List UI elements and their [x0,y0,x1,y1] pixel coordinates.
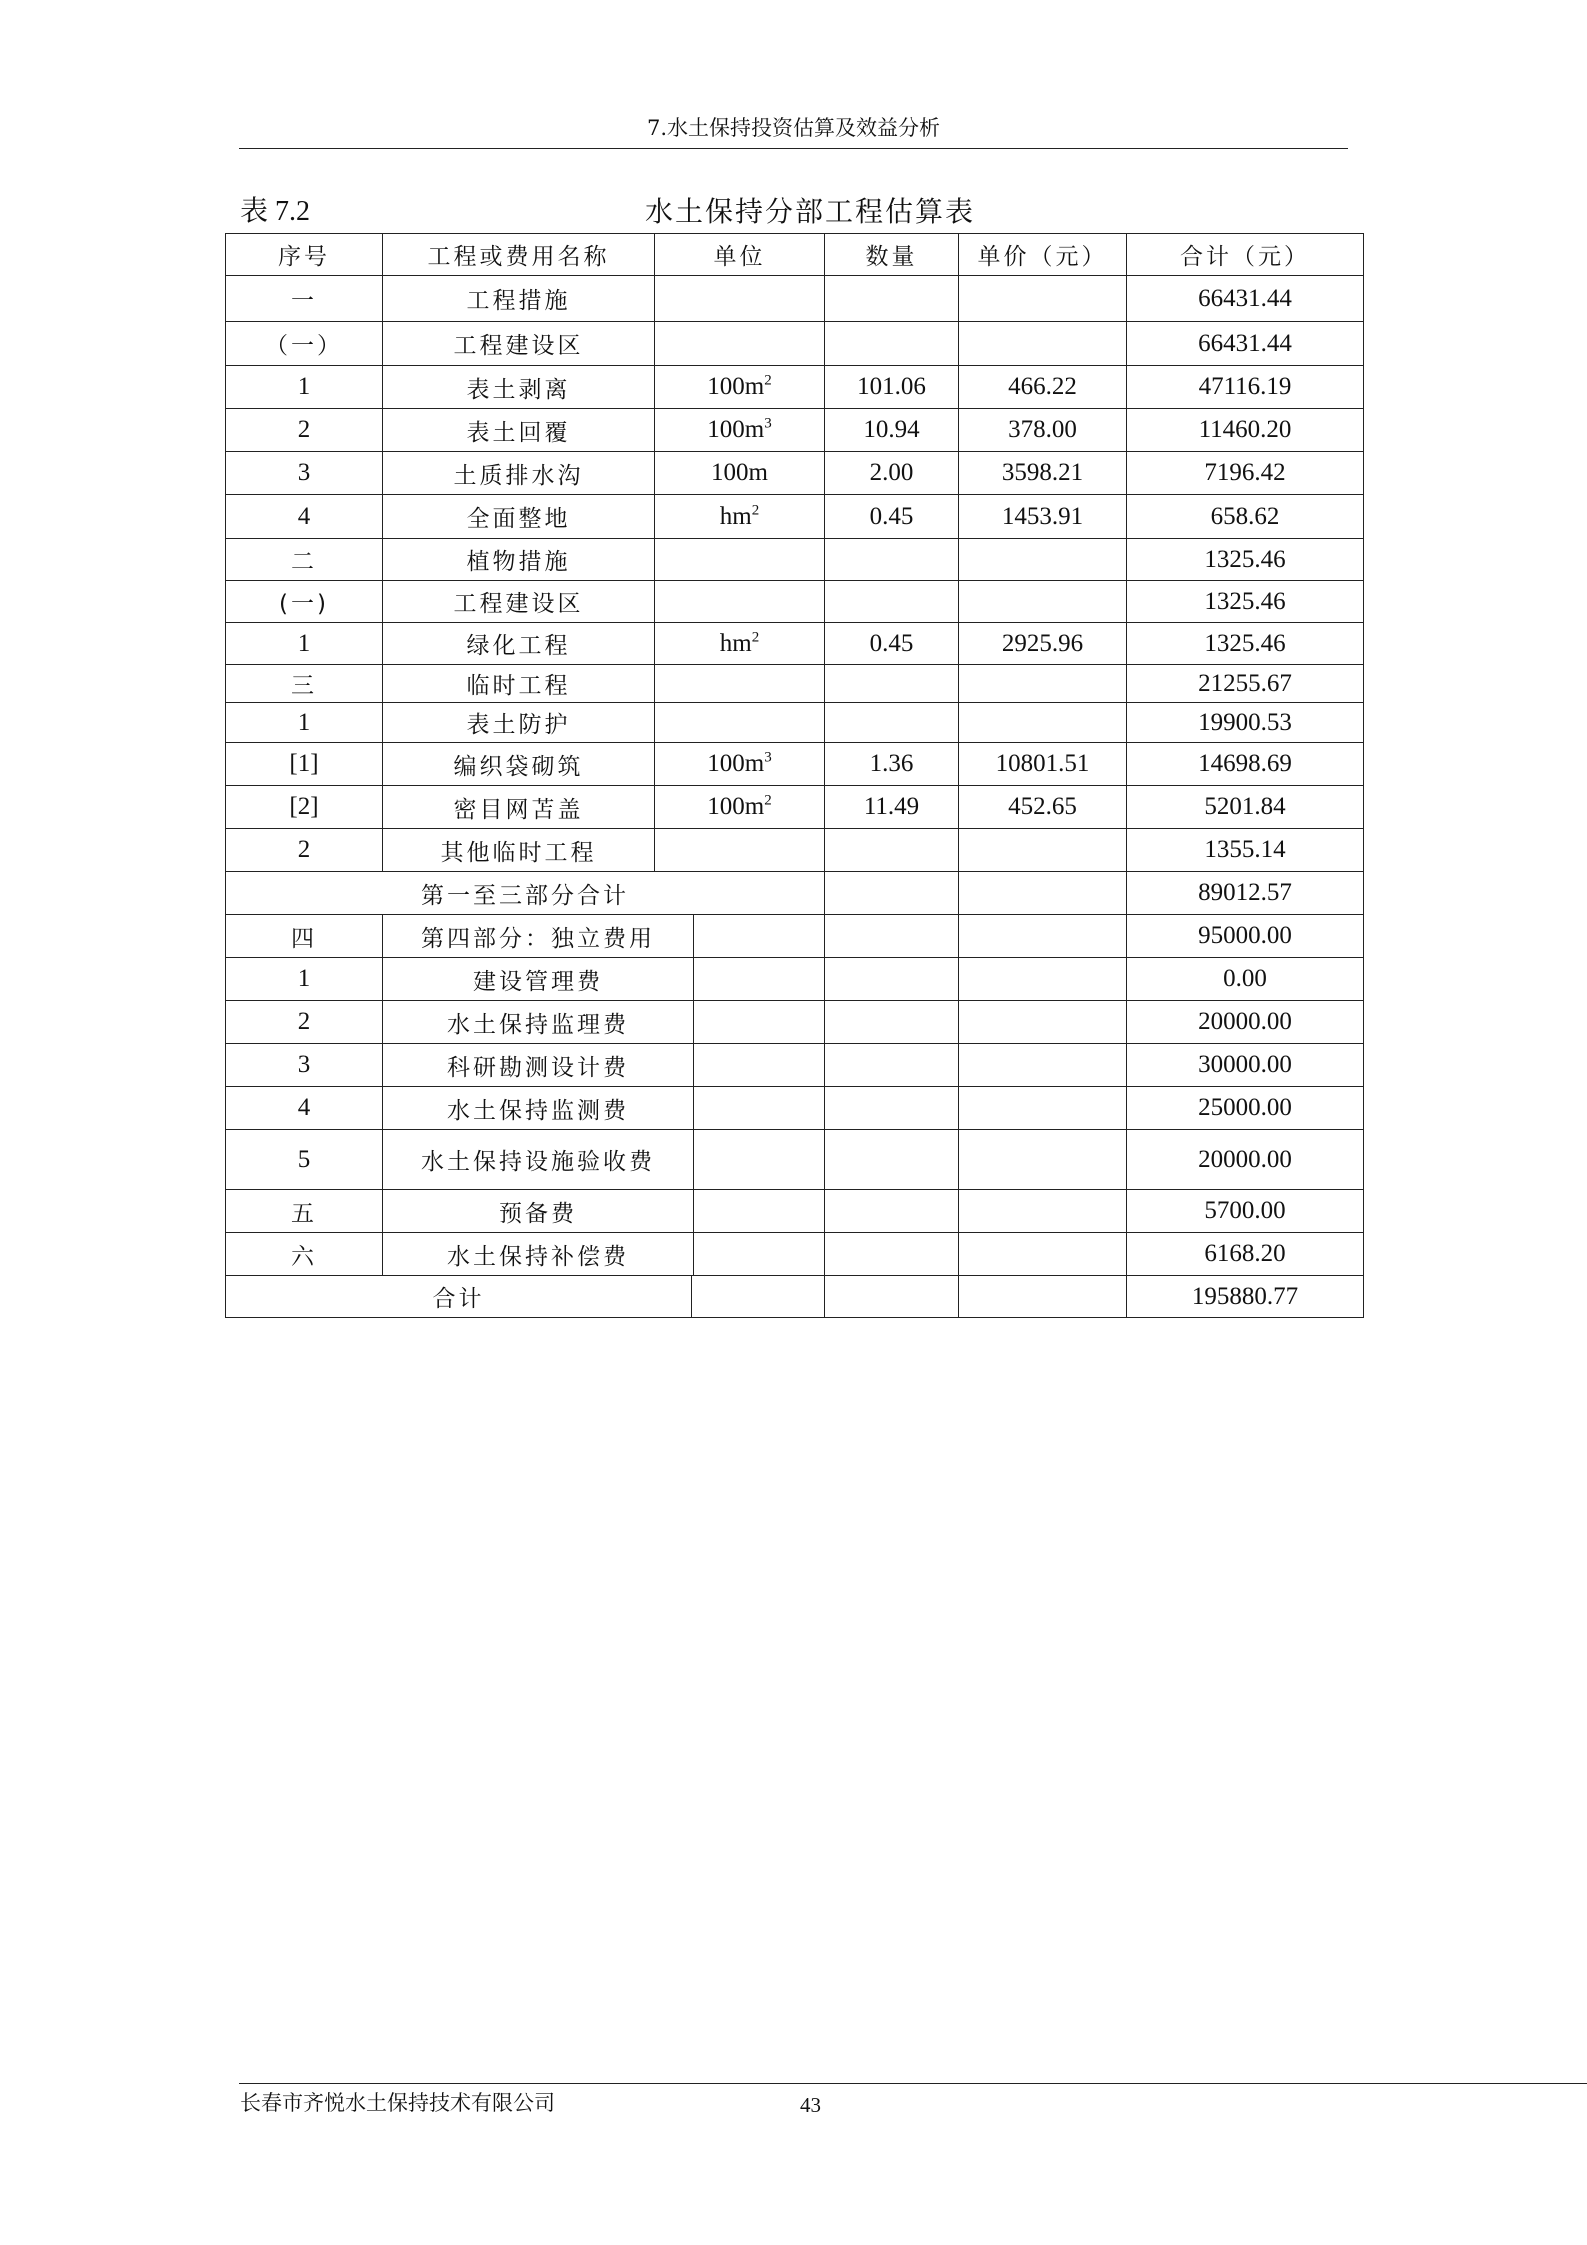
item-quantity [825,276,959,322]
table-row [226,581,1364,623]
item-total: 47116.19 [1127,366,1364,409]
item-total: 7196.42 [1127,452,1364,495]
row-number: 三 [226,665,383,703]
table-row [226,623,1364,665]
table-row [226,703,1364,743]
item-quantity: 101.06 [825,366,959,409]
item-name [383,1087,825,1130]
grand-total-label [226,1276,825,1318]
item-name: 表土回覆 [383,409,655,452]
cell-divider [693,1232,694,1276]
empty-cell [825,1044,959,1087]
item-total: 19900.53 [1127,703,1364,743]
empty-cell [959,872,1127,915]
cell-text: 预备费 [499,1200,577,1227]
empty-cell [959,1276,1127,1318]
cell-text: 第四部分：独立费用 [421,925,655,952]
item-unit [655,452,825,495]
item-quantity: 10.94 [825,409,959,452]
table-body [226,234,1364,1318]
item-unit-price: 2925.96 [959,623,1127,665]
grand-total-text: 合计 [432,1286,485,1312]
row-number: 二 [226,539,383,581]
footer-rule [239,2083,1587,2084]
row-number: 2 [226,1001,383,1044]
empty-cell [959,1044,1127,1087]
unit-exponent: 2 [764,792,772,809]
item-name: 表土防护 [383,703,655,743]
item-unit [655,786,825,829]
row-number: 1 [226,623,383,665]
item-total: 5700.00 [1127,1190,1364,1233]
item-name [383,958,825,1001]
cell-text: 科研勘测设计费 [447,1054,629,1081]
cell-text: 水土保持监理费 [447,1011,629,1038]
item-name [383,1001,825,1044]
unit-text: hm [719,502,752,530]
item-unit-price [959,539,1127,581]
unit-text: 100m [711,459,768,486]
cell-divider [693,1086,694,1130]
table-row [226,743,1364,786]
item-name [383,1130,825,1190]
column-header-name: 工程或费用名称 [383,234,655,276]
empty-cell [825,1233,959,1276]
column-header-total: 合计（元） [1127,234,1364,276]
table-row [226,958,1364,1001]
row-number: 1 [226,958,383,1001]
item-total: 66431.44 [1127,322,1364,366]
item-total: 1325.46 [1127,539,1364,581]
table-row [226,366,1364,409]
empty-cell [959,1233,1127,1276]
row-number: 五 [226,1190,383,1233]
cell-divider [693,914,694,958]
column-header-unit: 单位 [655,234,825,276]
item-name [383,1190,825,1233]
table-caption [240,192,1360,232]
grand-total-value: 195880.77 [1127,1276,1364,1318]
subtotal-total: 89012.57 [1127,872,1364,915]
item-unit-price [959,581,1127,623]
grand-total-row [226,1276,1364,1318]
item-unit-price [959,829,1127,872]
item-total: 30000.00 [1127,1044,1364,1087]
item-total: 95000.00 [1127,915,1364,958]
cell-text: 水土保持监测费 [447,1097,629,1124]
item-unit-price [959,703,1127,743]
item-name: 全面整地 [383,495,655,539]
item-unit [655,581,825,623]
row-number: 一 [226,276,383,322]
table-row [226,1130,1364,1190]
subtotal-row [226,872,1364,915]
table-header-row [226,234,1364,276]
table-row [226,786,1364,829]
row-number: 3 [226,1044,383,1087]
row-number: 5 [226,1130,383,1190]
empty-cell [825,915,959,958]
item-total: 658.62 [1127,495,1364,539]
item-total: 11460.20 [1127,409,1364,452]
table-row [226,276,1364,322]
empty-cell [959,958,1127,1001]
unit-exponent: 3 [764,415,772,432]
item-name: 工程建设区 [383,581,655,623]
table-title: 水土保持分部工程估算表 [644,195,975,228]
item-total: 1325.46 [1127,623,1364,665]
item-unit-price: 452.65 [959,786,1127,829]
item-name: 绿化工程 [383,623,655,665]
item-name: 其他临时工程 [383,829,655,872]
item-quantity [825,539,959,581]
item-quantity [825,829,959,872]
empty-cell [825,1087,959,1130]
item-total: 14698.69 [1127,743,1364,786]
cell-divider [693,957,694,1001]
item-unit-price: 10801.51 [959,743,1127,786]
empty-cell [825,872,959,915]
item-total: 20000.00 [1127,1001,1364,1044]
item-unit-price: 466.22 [959,366,1127,409]
item-name: 临时工程 [383,665,655,703]
header-title: 7.水土保持投资估算及效益分析 [646,116,941,140]
item-total: 6168.20 [1127,1233,1364,1276]
item-unit [655,366,825,409]
table-row [226,1044,1364,1087]
table-row [226,495,1364,539]
item-name: 密目网苫盖 [383,786,655,829]
table-row [226,1001,1364,1044]
table-row [226,409,1364,452]
item-total: 66431.44 [1127,276,1364,322]
empty-cell [825,958,959,1001]
row-number: (一) [226,581,383,623]
table-row [226,452,1364,495]
item-quantity [825,322,959,366]
item-total: 21255.67 [1127,665,1364,703]
row-number: 六 [226,1233,383,1276]
item-quantity [825,703,959,743]
item-total: 5201.84 [1127,786,1364,829]
unit-exponent: 2 [751,502,760,519]
page-header [239,108,1348,149]
item-quantity: 2.00 [825,452,959,495]
row-number: 4 [226,1087,383,1130]
unit-exponent: 3 [764,749,772,766]
item-total: 0.00 [1127,958,1364,1001]
column-header-price: 单价（元） [959,234,1127,276]
empty-cell [959,915,1127,958]
item-quantity [825,665,959,703]
cost-estimate-table [225,233,1364,1318]
item-total: 20000.00 [1127,1130,1364,1190]
unit-text: 100m [707,416,765,443]
item-total: 1355.14 [1127,829,1364,872]
column-header-qty: 数量 [825,234,959,276]
cell-text: 水土保持补偿费 [447,1243,629,1270]
item-quantity: 0.45 [825,495,959,539]
table-number: 表 7.2 [240,196,311,227]
empty-cell [959,1190,1127,1233]
empty-cell [959,1001,1127,1044]
cell-divider [693,1189,694,1233]
item-quantity: 11.49 [825,786,959,829]
item-unit [655,743,825,786]
item-unit [655,623,825,665]
item-name: 编织袋砌筑 [383,743,655,786]
row-number: [1] [226,743,383,786]
item-quantity [825,581,959,623]
row-number: （一） [226,322,383,366]
empty-cell [959,1130,1127,1190]
row-number: 2 [226,829,383,872]
cell-divider [693,1129,694,1190]
item-name [383,915,825,958]
item-quantity: 1.36 [825,743,959,786]
item-name [383,1044,825,1087]
empty-cell [825,1001,959,1044]
table-row [226,1087,1364,1130]
item-total: 25000.00 [1127,1087,1364,1130]
unit-text: 100m [707,750,765,777]
item-unit-price: 378.00 [959,409,1127,452]
cell-divider [693,1043,694,1087]
table-row [226,829,1364,872]
item-name: 工程建设区 [383,322,655,366]
row-number: 4 [226,495,383,539]
footer-company: 长春市齐悦水土保持技术有限公司 [240,2091,555,2115]
item-name: 植物措施 [383,539,655,581]
item-unit-price [959,665,1127,703]
row-number: 1 [226,703,383,743]
item-unit-price: 3598.21 [959,452,1127,495]
table-row [226,1233,1364,1276]
row-number: 1 [226,366,383,409]
cell-divider [693,1000,694,1044]
item-unit [655,829,825,872]
item-unit-price: 1453.91 [959,495,1127,539]
item-unit [655,495,825,539]
table-row [226,539,1364,581]
part4-header-row [226,915,1364,958]
item-name [383,1233,825,1276]
empty-cell [959,1087,1127,1130]
table-row [226,1190,1364,1233]
unit-exponent: 2 [764,372,772,389]
unit-exponent: 2 [751,629,760,646]
cell-divider [691,1275,692,1318]
table-row [226,322,1364,366]
row-number: 2 [226,409,383,452]
item-unit [655,665,825,703]
item-unit-price [959,322,1127,366]
cell-text: 建设管理费 [473,968,603,995]
subtotal-label: 第一至三部分合计 [226,872,825,915]
item-unit-price [959,276,1127,322]
cell-text: 水土保持设施验收费 [421,1149,655,1175]
item-quantity: 0.45 [825,623,959,665]
item-name: 土质排水沟 [383,452,655,495]
item-total: 1325.46 [1127,581,1364,623]
column-header-no: 序号 [226,234,383,276]
item-unit [655,322,825,366]
item-unit [655,409,825,452]
item-name: 工程措施 [383,276,655,322]
page-number: 43 [800,2093,821,2117]
row-number: 四 [226,915,383,958]
item-unit [655,703,825,743]
item-unit [655,539,825,581]
item-name: 表土剥离 [383,366,655,409]
unit-text: 100m [707,373,765,400]
empty-cell [825,1276,959,1318]
table-row [226,665,1364,703]
empty-cell [825,1130,959,1190]
unit-text: 100m [707,793,765,820]
item-unit [655,276,825,322]
empty-cell [825,1190,959,1233]
unit-text: hm [719,629,752,657]
row-number: 3 [226,452,383,495]
row-number: [2] [226,786,383,829]
